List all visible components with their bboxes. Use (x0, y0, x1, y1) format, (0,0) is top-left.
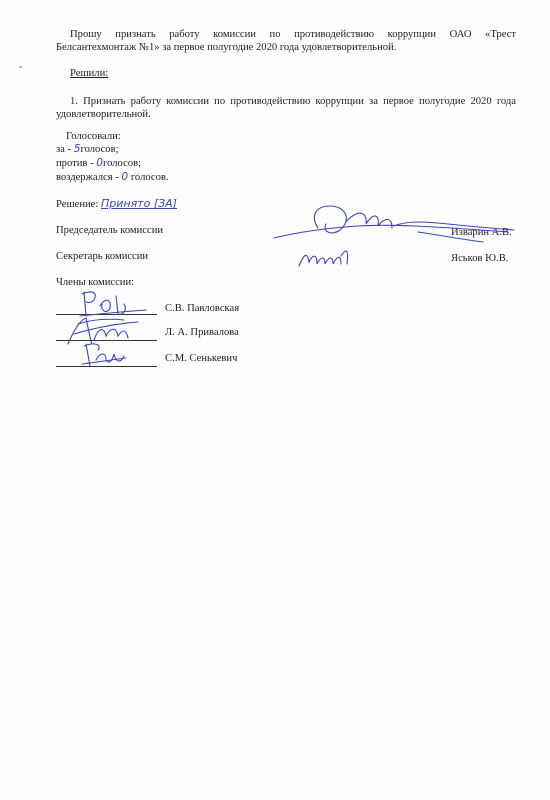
vote-for-prefix: за - (56, 144, 72, 155)
voting-heading: Голосовали: (66, 131, 121, 142)
vote-for-suffix: голосов; (80, 144, 119, 155)
member-3-signature (80, 338, 130, 370)
secretary-signature (295, 242, 355, 272)
vote-abstained-line (56, 171, 169, 184)
vote-against-suffix: голосов; (103, 158, 142, 169)
vote-abstained-count: 0 (121, 171, 129, 183)
chairman-name: Изварин А.В. (451, 227, 512, 238)
request-line-1: Прошу признать работу комиссии по противодействию коррупции ОАО «Трест (70, 29, 516, 40)
request-paragraph (56, 28, 516, 54)
resolution-line (56, 197, 177, 211)
chairman-signature (268, 198, 518, 248)
request-line-2: Белсантехмонтаж №1» за первое полугодие 2020 года удовлетворительной. (56, 42, 397, 53)
member-2-name: Л. А. Привалова (165, 327, 239, 338)
decided-heading: Решили: (70, 68, 109, 79)
vote-against-count: 0 (96, 157, 104, 169)
scan-speck (19, 66, 22, 68)
vote-for-line (56, 143, 119, 156)
resolution-handwritten: Принято [ЗА] (100, 197, 177, 210)
vote-against-line (56, 157, 141, 170)
vote-abstained-prefix: воздержался - (56, 172, 119, 183)
secretary-name: Яськов Ю.В. (451, 253, 509, 264)
decision-paragraph (56, 95, 516, 121)
member-3-name: С.М. Сенькевич (165, 353, 238, 364)
vote-for-count: 5 (73, 143, 81, 155)
decision-line-1: 1. Признать работу комиссии по противодействию коррупции за первое полугодие 2020 года (70, 96, 516, 107)
secretary-role: Секретарь комиссии (56, 251, 149, 262)
vote-abstained-suffix: голосов. (130, 172, 169, 183)
resolution-label: Решение: (56, 199, 99, 210)
member-1-name: С.В. Павловская (165, 303, 240, 314)
chairman-role: Председатель комиссии (56, 225, 164, 236)
vote-against-prefix: против - (56, 158, 94, 169)
decision-line-2: удовлетворительной. (56, 109, 151, 120)
members-heading: Члены комиссии: (56, 277, 135, 288)
